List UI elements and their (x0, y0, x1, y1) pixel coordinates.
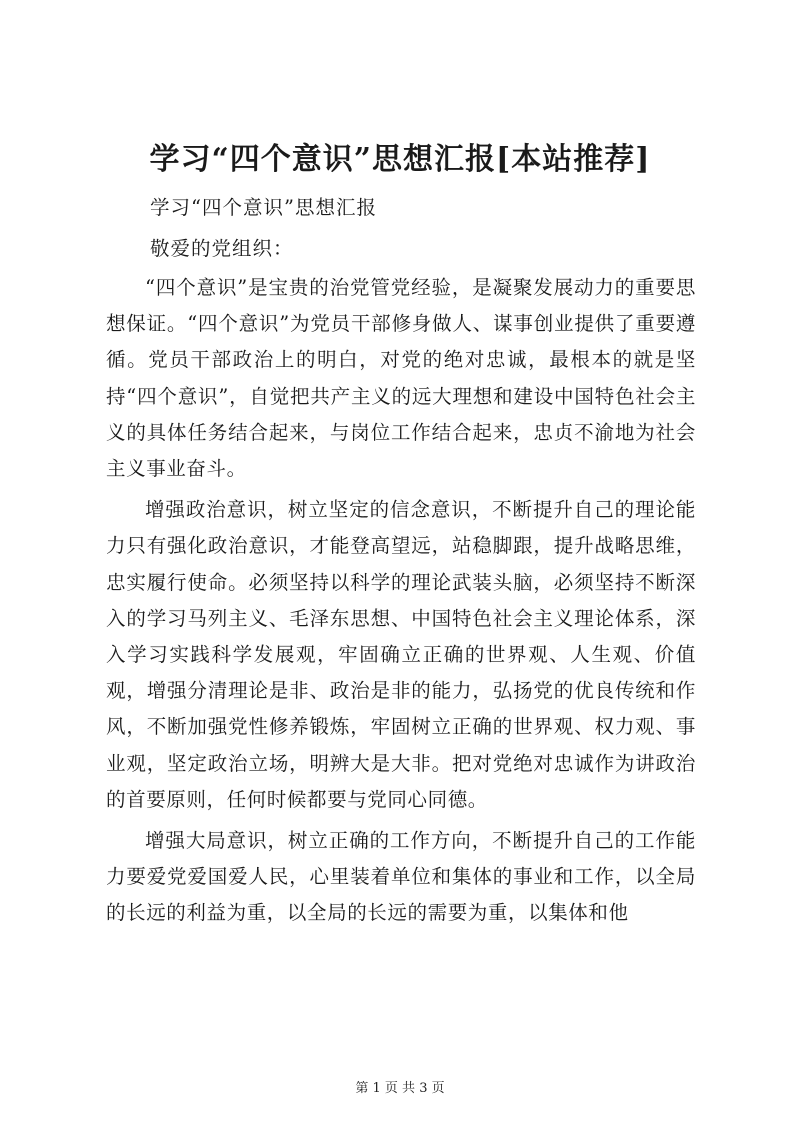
document-body (106, 270, 696, 937)
body-paragraph: 增强大局意识，树立正确的工作方向，不断提升自己的工作能力要爱党爱国爱人民，心里装着单位和集体的事业和工作，以全局的长远的利益为重，以全局的长远的需要为重，以集体和他 (106, 829, 696, 925)
salutation: 敬爱的党组织： (150, 237, 294, 260)
body-paragraph: 增强政治意识，树立坚定的信念意识，不断提升自己的理论能力只有强化政治意识，才能登高望远，站稳脚跟，提升战略思维，忠实履行使命。必须坚持以科学的理论武装头脑，必须坚持不断深入的学习马列主义、毛泽东思想、中国特色社会主义理论体系，深入学习实践科学发展观，牢固确立正确的世界观、人生观、价值观，增强分清理论是非、政治是非的能力，弘扬党的优良传统和作风，不断加强党性修养锻炼，牢固树立正确的世界观、权力观、事业观，坚定政治立场，明辨大是大非。把对党绝对忠诚作为讲政治的首要原则，任何时候都要与党同心同德。 (106, 498, 696, 811)
page-number-footer: 第 1 页 共 3 页 (355, 1081, 445, 1096)
document-subtitle: 学习“四个意识”思想汇报 (150, 196, 377, 219)
document-title: 学习“四个意识”思想汇报[本站推荐] (149, 142, 651, 177)
body-paragraph: “四个意识”是宝贵的治党管党经验，是凝聚发展动力的重要思想保证。“四个意识”为党员干部修身做人、谋事创业提供了重要遵循。党员干部政治上的明白，对党的绝对忠诚，最根本的就是坚持“四个意识”，自觉把共产主义的远大理想和建设中国特色社会主义的具体任务结合起来，与岗位工作结合起来，忠贞不渝地为社会主义事业奋斗。 (106, 276, 696, 481)
